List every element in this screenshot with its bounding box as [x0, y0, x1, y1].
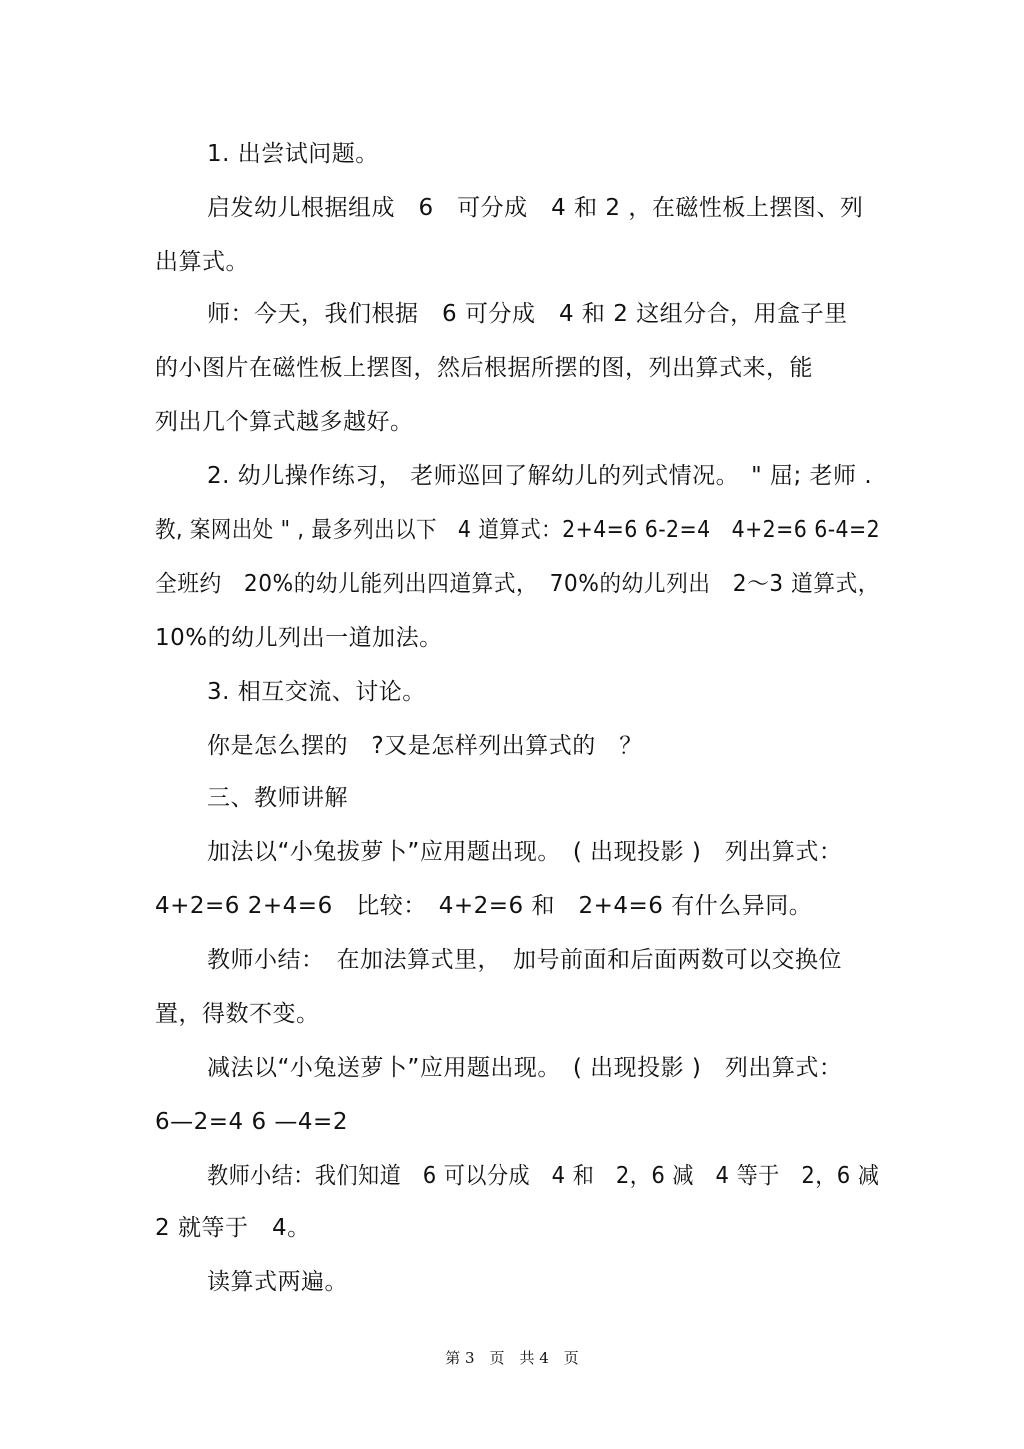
page-number-footer: 第 3 页 共 4 页: [445, 1349, 579, 1367]
text-line: 1. 出尝试问题。: [207, 141, 379, 167]
text-line: 教师小结：我们知道 6 可以分成 4 和 2，6 减 4 等于 2，6 减: [207, 1163, 880, 1189]
text-line: 6—2=4 6 —4=2: [155, 1109, 348, 1135]
text-line: 3. 相互交流、讨论。: [207, 679, 426, 705]
text-line: 教师小结： 在加法算式里， 加号前面和后面两数可以交换位: [207, 947, 842, 973]
text-line: 你是怎么摆的 ?又是怎样列出算式的 ？: [207, 733, 643, 759]
text-line: 出算式。: [155, 249, 249, 275]
text-line: 师：今天，我们根据 6 可分成 4 和 2 这组分合，用盒子里: [207, 301, 848, 327]
text-line: 10%的幼儿列出一道加法。: [155, 625, 443, 651]
text-line: 的小图片在磁性板上摆图，然后根据所摆的图，列出算式来，能: [155, 355, 813, 381]
text-line: 加法以“小兔拔萝卜”应用题出现。 ( 出现投影 ) 列出算式：: [207, 839, 843, 865]
text-line: 列出几个算式越多越好。: [155, 409, 414, 435]
text-line: 4+2=6 2+4=6 比较： 4+2=6 和 2+4=6 有什么异同。: [155, 893, 813, 919]
text-line: 读算式两遍。: [207, 1269, 348, 1295]
text-line: 全班约 20%的幼儿能列出四道算式， 70%的幼儿列出 2～3 道算式，: [155, 571, 880, 597]
text-line: 教, 案网出处 " , 最多列出以下 4 道算式：2+4=6 6-2=4 4+2=6 6-4=2: [155, 517, 881, 543]
text-line: 启发幼儿根据组成 6 可分成 4 和 2 ，在磁性板上摆图、列: [207, 195, 864, 221]
text-line: 三、教师讲解: [207, 785, 348, 811]
text-line: 2. 幼儿操作练习， 老师巡回了解幼儿的列式情况。 " 屈; 老师 .: [207, 463, 873, 489]
text-line: 置，得数不变。: [155, 1001, 320, 1027]
text-line: 减法以“小兔送萝卜”应用题出现。 ( 出现投影 ) 列出算式：: [207, 1055, 843, 1081]
text-line: 2 就等于 4。: [155, 1215, 311, 1241]
